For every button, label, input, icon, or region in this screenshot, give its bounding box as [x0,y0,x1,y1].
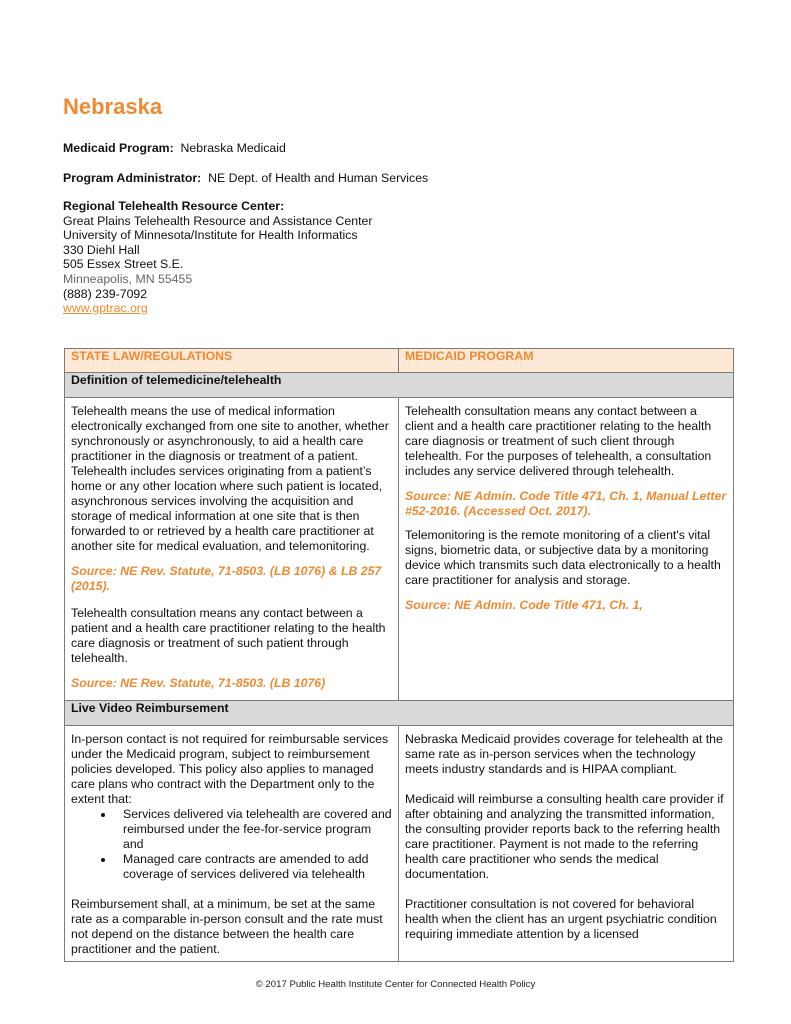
medicaid-text: Telemonitoring is the remote monitoring of a client's vital signs, biometric data, or subjective data by a monitoring device which transmits such data electronically to a health care practitioner for analysis and storage. [405,528,721,587]
resource-center-org: University of Minnesota/Institute for Health Informatics [63,228,358,243]
table-header-row [65,349,734,373]
medicaid-program-line [63,141,286,156]
state-law-cell [65,726,399,962]
medicaid-program-label: Medicaid Program: [63,141,174,155]
source-citation: Source: NE Admin. Code Title 471, Ch. 1, Manual Letter #52-2016. (Accessed Oct. 2017). [405,489,727,518]
bullet-item: • Services delivered via telehealth are covered and reimbursed under the fee-for-service program and [115,807,392,852]
bullet-item: • Managed care contracts are amended to add coverage of services delivered via telehealth [115,852,392,882]
section-row-definition [65,373,734,398]
program-administrator-value: NE Dept. of Health and Human Services [208,171,429,185]
state-law-bullet-list [71,807,392,882]
state-law-cell [65,398,399,701]
section-title: Live Video Reimbursement [65,701,734,726]
resource-center-phone: (888) 239-7092 [63,286,148,301]
page-title: Nebraska [63,94,163,119]
source-citation: Source: NE Rev. Statute, 71-8503. (LB 1076) [71,676,326,690]
program-administrator-label: Program Administrator: [63,171,202,185]
state-law-text: Telehealth consultation means any contact between a patient and a health care practitioner relating to the health care diagnosis or treatment of such patient through telehealth. [71,606,386,665]
medicaid-program-value: Nebraska Medicaid [180,141,286,155]
medicaid-text: Telehealth consultation means any contact between a client and a health care practitioner relating to the health care diagnosis or treatment of such client through telehealth. For the purposes of telehealth, a consultation includes any service delivered through telehealth. [405,404,712,478]
state-law-text: Reimbursement shall, at a minimum, be set at the same rate as a comparable in-person consult and the rate must not depend on the distance between the health care practitioner and the patient. [71,897,383,956]
medicaid-cell [399,398,734,701]
state-law-text: Telehealth means the use of medical information electronically exchanged from one site to another, whether synchronously or asynchronously, to aid a health care practitioner in the diagnosis or treatment of a patient. Telehealth includes services originating from a patient’s home or any other location where such patient is located, asynchronous services involving the acquisition and storage of medical information at one site that is then forwarded to or retrieved by a health care practitioner at another site for medical evaluation, and telemonitoring. [71,404,389,553]
medicaid-text: Practitioner consultation is not covered for behavioral health when the client has an urgent psychiatric condition requiring immediate attention by a licensed [405,897,717,941]
header-state-law: STATE LAW/REGULATIONS [65,349,399,373]
source-citation: Source: NE Rev. Statute, 71-8503. (LB 1076) & LB 257 (2015). [71,564,382,593]
source-citation: Source: NE Admin. Code Title 471, Ch. 1, [405,598,643,612]
table-row [65,726,734,962]
table-row [65,398,734,701]
resource-center-website-link[interactable]: www.gptrac.org [63,301,148,316]
resource-center-city: Minneapolis, MN 55455 [63,271,193,286]
policy-table [64,348,734,962]
resource-center-address1: 330 Diehl Hall [63,242,140,257]
section-row-live-video [65,701,734,726]
resource-center-block [63,199,372,316]
resource-center-address2: 505 Essex Street S.E. [63,257,184,272]
resource-center-name: Great Plains Telehealth Resource and Assistance Center [63,213,373,228]
header-medicaid-program: MEDICAID PROGRAM [399,349,734,373]
medicaid-text: Medicaid will reimburse a consulting health care provider if after obtaining and analyzing the transmitted information, the consulting provider reports back to the referring health care practitioner. Payment is not made to the referring health care practitioner who sends the medical documentation. [405,792,724,881]
resource-center-label: Regional Telehealth Resource Center: [63,199,285,213]
program-administrator-line [63,171,428,186]
page-footer: © 2017 Public Health Institute Center for Connected Health Policy [255,979,536,990]
state-law-text: In-person contact is not required for reimbursable services under the Medicaid program, subject to reimbursement policies developed. This policy also applies to managed care plans who contract with the Department only to the extent that: [71,732,389,806]
medicaid-cell [399,726,734,962]
section-title: Definition of telemedicine/telehealth [65,373,734,398]
medicaid-text: Nebraska Medicaid provides coverage for telehealth at the same rate as in-person services when the technology meets industry standards and is HIPAA compliant. [405,732,723,776]
